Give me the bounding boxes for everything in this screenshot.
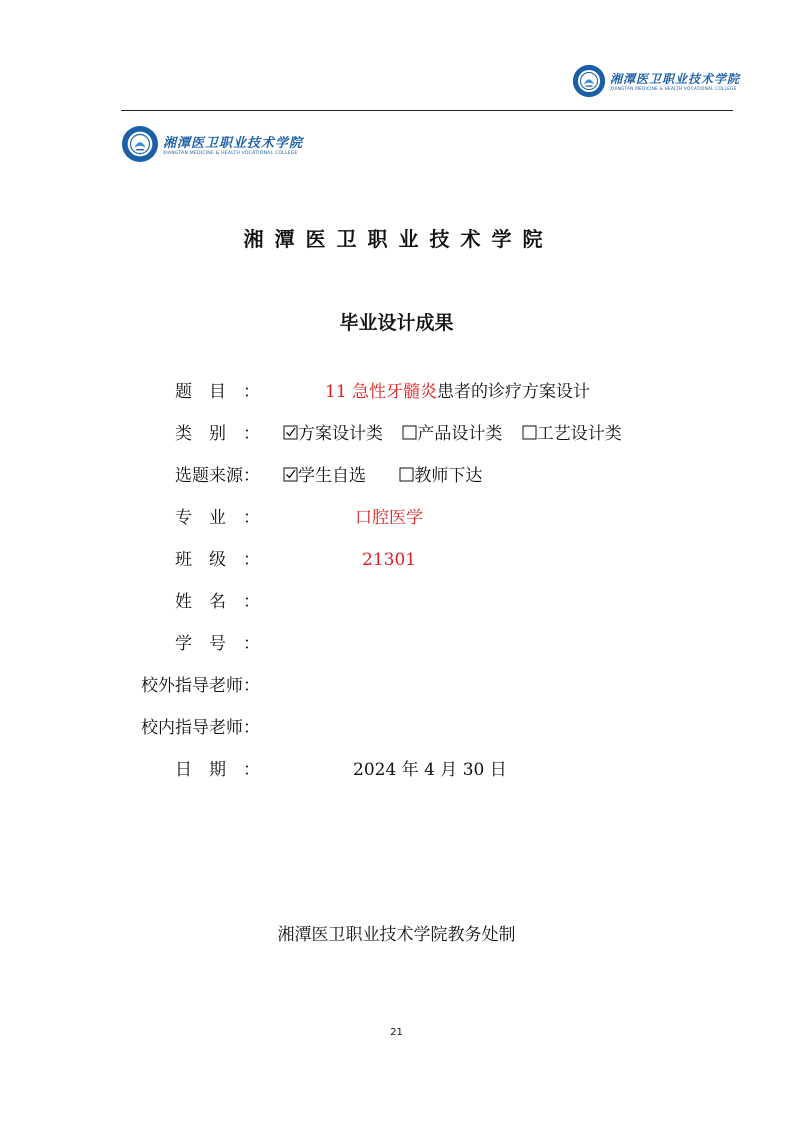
field-topic [0, 380, 793, 404]
field-label: 类别： [175, 424, 277, 444]
field-topic-source [0, 464, 793, 488]
checked-box-icon [283, 467, 298, 482]
field-student-id [0, 632, 793, 656]
field-internal-advisor [0, 716, 793, 740]
page-number: 21 [390, 1027, 403, 1038]
field-date [0, 758, 793, 782]
field-label: 姓名： [175, 592, 277, 612]
field-label: 专业： [175, 508, 277, 528]
empty-box-icon [522, 425, 537, 440]
class-value: 21301 [362, 550, 417, 570]
topic-rest: 患者的诊疗方案设计 [437, 382, 591, 402]
empty-box-icon [402, 425, 417, 440]
topic-number: 11 [325, 382, 347, 402]
school-name-heading: 湘潭医卫职业技术学院 [243, 227, 554, 251]
empty-box-icon [399, 467, 414, 482]
issuer-footer: 湘潭医卫职业技术学院教务处制 [277, 925, 516, 945]
logo-english-name: XIANGTAN MEDICINE & HEALTH VOCATIONAL COLLEGE [163, 151, 298, 156]
college-emblem-icon [121, 125, 159, 163]
field-value [325, 380, 590, 404]
checked-box-icon [283, 425, 298, 440]
category-option-process[interactable]: 工艺设计类 [522, 424, 622, 444]
source-options [283, 464, 482, 488]
source-option-self[interactable]: 学生自选 [283, 466, 366, 486]
category-options [283, 422, 622, 446]
document-title: 毕业设计成果 [339, 312, 454, 334]
logo-english-name: XIANGTAN MEDICINE & HEALTH VOCATIONAL COLLEGE [610, 87, 737, 92]
field-label: 校内指导老师： [141, 718, 260, 738]
header-logo [572, 64, 740, 98]
cover-logo [121, 125, 303, 163]
topic-highlight: 急性牙髓炎 [352, 382, 438, 402]
field-category [0, 422, 793, 446]
logo-chinese-name: 湘潭医卫职业技术学院 [610, 72, 741, 86]
header-divider [121, 110, 733, 111]
date-value: 2024 年 4 月 30 日 [353, 760, 507, 780]
field-class [0, 548, 793, 572]
field-label: 校外指导老师： [141, 676, 260, 696]
source-option-teacher[interactable]: 教师下达 [399, 466, 482, 486]
field-name [0, 590, 793, 614]
field-label: 班级： [175, 550, 277, 570]
category-option-scheme[interactable]: 方案设计类 [283, 424, 383, 444]
field-label: 选题来源： [175, 466, 260, 486]
field-external-advisor [0, 674, 793, 698]
field-label: 题目： [175, 382, 277, 402]
major-value: 口腔医学 [355, 508, 423, 528]
logo-chinese-name: 湘潭医卫职业技术学院 [163, 136, 304, 151]
category-option-product[interactable]: 产品设计类 [402, 424, 502, 444]
college-emblem-icon [572, 64, 606, 98]
field-major [0, 506, 793, 530]
field-label: 学号： [175, 634, 277, 654]
field-label: 日期： [175, 760, 277, 780]
